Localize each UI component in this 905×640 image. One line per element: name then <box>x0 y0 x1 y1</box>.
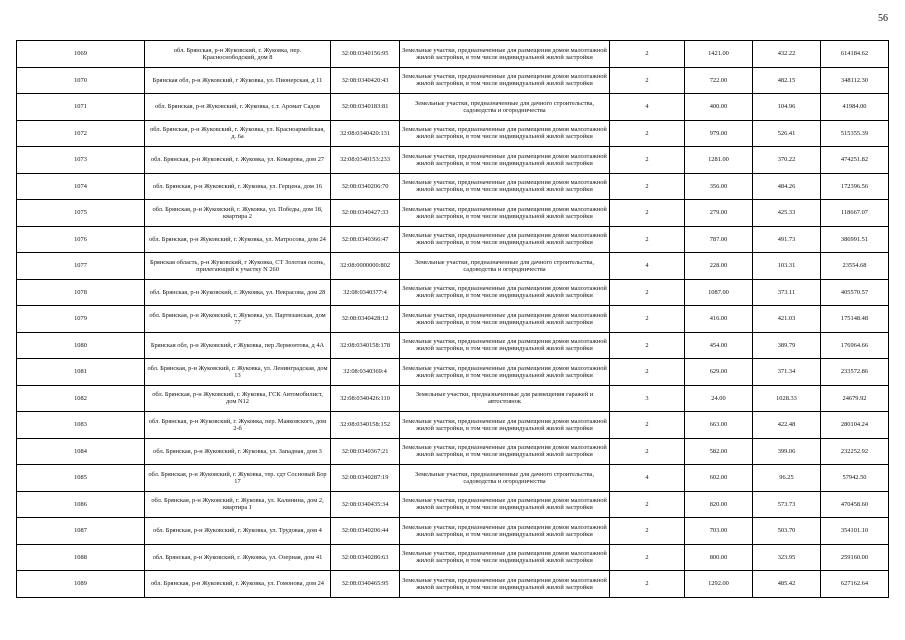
cadastral-value-cell: 176964.66 <box>821 332 889 359</box>
cadastral-value-cell: 280104.24 <box>821 412 889 439</box>
cadastral-value-cell: 354101.10 <box>821 518 889 545</box>
cadastral-number-cell: 32:08:0340153:233 <box>331 147 400 174</box>
area-cell: 629.00 <box>685 359 753 386</box>
specific-value-cell: 491.73 <box>753 226 821 253</box>
cadastral-number-cell: 32:08:0000000:802 <box>331 253 400 280</box>
table-row <box>17 226 889 253</box>
area-cell: 582.00 <box>685 438 753 465</box>
cadastral-number-cell: 32:08:0340287:19 <box>331 465 400 492</box>
cadastral-value-cell: 172396.56 <box>821 173 889 200</box>
address-cell: обл. Брянская, р-н Жуковский, г. Жуковка, ул. Калинина, дом 2, квартира 1 <box>145 491 331 518</box>
row-number-cell: 1086 <box>17 491 145 518</box>
land-use-cell: Земельные участки, предназначенные для размещения домов малоэтажной жилой застройки, в том числе индивидуальной жилой застройки <box>400 359 610 386</box>
land-use-cell: Земельные участки, предназначенные для размещения домов малоэтажной жилой застройки, в том числе индивидуальной жилой застройки <box>400 332 610 359</box>
cadastral-value-cell: 614184.62 <box>821 41 889 68</box>
address-cell: обл. Брянская, р-н Жуковский, г. Жуковка, ул. Матросова, дом 24 <box>145 226 331 253</box>
group-cell: 2 <box>610 173 685 200</box>
group-cell: 2 <box>610 518 685 545</box>
address-cell: обл. Брянская, р-н Жуковский, г. Жуковка, ул. Гомонова, дом 24 <box>145 571 331 598</box>
cadastral-value-cell: 474251.82 <box>821 147 889 174</box>
land-use-cell: Земельные участки, предназначенные для размещения домов малоэтажной жилой застройки, в том числе индивидуальной жилой застройки <box>400 412 610 439</box>
land-use-cell: Земельные участки, предназначенные для размещения домов малоэтажной жилой застройки, в том числе индивидуальной жилой застройки <box>400 571 610 598</box>
address-cell: обл. Брянская, р-н Жуковский, г. Жуковка, ГСК Автомобилист, дом N12 <box>145 385 331 412</box>
area-cell: 602.00 <box>685 465 753 492</box>
specific-value-cell: 389.79 <box>753 332 821 359</box>
page-number: 56 <box>878 13 888 24</box>
cadastral-number-cell: 32:08:0340286:63 <box>331 544 400 571</box>
cadastral-number-cell: 32:08:0340158:152 <box>331 412 400 439</box>
land-use-cell: Земельные участки, предназначенные для размещения домов малоэтажной жилой застройки, в том числе индивидуальной жилой застройки <box>400 200 610 227</box>
area-cell: 703.00 <box>685 518 753 545</box>
cadastral-number-cell: 32:08:0340420:43 <box>331 67 400 94</box>
table-body <box>17 41 889 598</box>
area-cell: 400.00 <box>685 94 753 121</box>
address-cell: обл. Брянская, р-н Жуковский, г. Жуковка, ул. Красноармейская, д. 6а <box>145 120 331 147</box>
cadastral-number-cell: 32:08:0340183:81 <box>331 94 400 121</box>
cadastral-value-cell: 175148.48 <box>821 306 889 333</box>
specific-value-cell: 422.48 <box>753 412 821 439</box>
cadastral-value-cell: 41984.00 <box>821 94 889 121</box>
specific-value-cell: 323.95 <box>753 544 821 571</box>
table-row <box>17 465 889 492</box>
area-cell: 1292.00 <box>685 571 753 598</box>
cadastral-value-cell: 386991.51 <box>821 226 889 253</box>
cadastral-number-cell: 32:08:0340428:12 <box>331 306 400 333</box>
cadastral-number-cell: 32:08:0340369:4 <box>331 359 400 386</box>
table-row <box>17 438 889 465</box>
row-number-cell: 1079 <box>17 306 145 333</box>
cadastral-value-cell: 627162.64 <box>821 571 889 598</box>
row-number-cell: 1082 <box>17 385 145 412</box>
table-row <box>17 200 889 227</box>
specific-value-cell: 373.11 <box>753 279 821 306</box>
area-cell: 979.00 <box>685 120 753 147</box>
group-cell: 2 <box>610 67 685 94</box>
row-number-cell: 1077 <box>17 253 145 280</box>
area-cell: 663.00 <box>685 412 753 439</box>
address-cell: обл. Брянская, р-н Жуковский, г. Жуковка, с.т. Аромат Садов <box>145 94 331 121</box>
area-cell: 356.00 <box>685 173 753 200</box>
group-cell: 2 <box>610 438 685 465</box>
group-cell: 2 <box>610 147 685 174</box>
row-number-cell: 1085 <box>17 465 145 492</box>
specific-value-cell: 485.42 <box>753 571 821 598</box>
address-cell: обл. Брянская, р-н Жуковский, г. Жуковка, ул. Партизанская, дом 77 <box>145 306 331 333</box>
address-cell: обл. Брянская, р-н Жуковский, г. Жуковка, ул. Герцена, дом 16 <box>145 173 331 200</box>
land-use-cell: Земельные участки, предназначенные для размещения домов малоэтажной жилой застройки, в том числе индивидуальной жилой застройки <box>400 226 610 253</box>
specific-value-cell: 96.25 <box>753 465 821 492</box>
row-number-cell: 1073 <box>17 147 145 174</box>
address-cell: обл. Брянская, р-н Жуковский, г. Жуковка, ул. Озерная, дом 41 <box>145 544 331 571</box>
land-use-cell: Земельные участки, предназначенные для дачного строительства, садоводства и огородничества <box>400 253 610 280</box>
cadastral-value-cell: 57942.50 <box>821 465 889 492</box>
address-cell: обл. Брянская, р-н Жуковский, г. Жуковка, ул. Победы, дом 18, квартира 2 <box>145 200 331 227</box>
specific-value-cell: 104.96 <box>753 94 821 121</box>
specific-value-cell: 370.22 <box>753 147 821 174</box>
row-number-cell: 1071 <box>17 94 145 121</box>
row-number-cell: 1083 <box>17 412 145 439</box>
row-number-cell: 1074 <box>17 173 145 200</box>
row-number-cell: 1070 <box>17 67 145 94</box>
address-cell: обл. Брянская, р-н Жуковский, г. Жуковка, ул. Западная, дом 3 <box>145 438 331 465</box>
land-use-cell: Земельные участки, предназначенные для размещения домов малоэтажной жилой застройки, в том числе индивидуальной жилой застройки <box>400 306 610 333</box>
address-cell: обл. Брянская, р-н Жуковский, г. Жуковка, ул. Ленинградская, дом 13 <box>145 359 331 386</box>
land-use-cell: Земельные участки, предназначенные для размещения домов малоэтажной жилой застройки, в том числе индивидуальной жилой застройки <box>400 544 610 571</box>
area-cell: 722.00 <box>685 67 753 94</box>
area-cell: 1281.00 <box>685 147 753 174</box>
cadastral-number-cell: 32:08:0340366:47 <box>331 226 400 253</box>
land-use-cell: Земельные участки, предназначенные для дачного строительства, садоводства и огородничества <box>400 465 610 492</box>
address-cell: обл. Брянская, р-н Жуковский, г. Жуковка, ул. Трудовая, дом 4 <box>145 518 331 545</box>
cadastral-value-cell: 232252.92 <box>821 438 889 465</box>
group-cell: 2 <box>610 200 685 227</box>
area-cell: 24.00 <box>685 385 753 412</box>
table-row <box>17 491 889 518</box>
cadastral-value-cell: 23554.68 <box>821 253 889 280</box>
row-number-cell: 1087 <box>17 518 145 545</box>
table-row <box>17 41 889 68</box>
specific-value-cell: 103.31 <box>753 253 821 280</box>
cadastral-number-cell: 32:08:0340426:110 <box>331 385 400 412</box>
group-cell: 2 <box>610 544 685 571</box>
address-cell: обл. Брянская, р-н Жуковский, г. Жуковка, пер. Маяковского, дом 2-б <box>145 412 331 439</box>
cadastral-number-cell: 32:08:0340435:34 <box>331 491 400 518</box>
table-row <box>17 253 889 280</box>
address-cell: Брянская область, р-н Жуковский, г Жуковка, СТ Золотая осень, прилегающий к участку N 260 <box>145 253 331 280</box>
table-row <box>17 306 889 333</box>
group-cell: 2 <box>610 359 685 386</box>
specific-value-cell: 526.41 <box>753 120 821 147</box>
cadastral-value-table <box>16 40 889 598</box>
land-use-cell: Земельные участки, предназначенные для дачного строительства, садоводства и огородничества <box>400 94 610 121</box>
area-cell: 800.00 <box>685 544 753 571</box>
row-number-cell: 1075 <box>17 200 145 227</box>
cadastral-value-cell: 118667.07 <box>821 200 889 227</box>
row-number-cell: 1081 <box>17 359 145 386</box>
table-row <box>17 120 889 147</box>
land-use-cell: Земельные участки, предназначенные для размещения домов малоэтажной жилой застройки, в том числе индивидуальной жилой застройки <box>400 67 610 94</box>
specific-value-cell: 421.03 <box>753 306 821 333</box>
area-cell: 820.00 <box>685 491 753 518</box>
area-cell: 454.00 <box>685 332 753 359</box>
row-number-cell: 1080 <box>17 332 145 359</box>
land-use-cell: Земельные участки, предназначенные для размещения домов малоэтажной жилой застройки, в том числе индивидуальной жилой застройки <box>400 438 610 465</box>
row-number-cell: 1078 <box>17 279 145 306</box>
row-number-cell: 1088 <box>17 544 145 571</box>
group-cell: 4 <box>610 253 685 280</box>
address-cell: обл. Брянская, р-н Жуковский, г. Жуковка, ул. Комарова, дом 27 <box>145 147 331 174</box>
table-row <box>17 544 889 571</box>
row-number-cell: 1089 <box>17 571 145 598</box>
cadastral-number-cell: 32:08:0340465:95 <box>331 571 400 598</box>
address-cell: обл. Брянская, р-н Жуковский, г. Жуковка, тер. сдт Сосновый Бор 17 <box>145 465 331 492</box>
group-cell: 3 <box>610 385 685 412</box>
cadastral-value-cell: 470458.60 <box>821 491 889 518</box>
cadastral-value-cell: 259160.00 <box>821 544 889 571</box>
cadastral-number-cell: 32:08:0340156:95 <box>331 41 400 68</box>
address-cell: Брянская обл, р-н Жуковский, г Жуковка, пер Лермонтова, д 4А <box>145 332 331 359</box>
group-cell: 2 <box>610 226 685 253</box>
group-cell: 2 <box>610 120 685 147</box>
address-cell: Брянская обл, р-н Жуковский, г Жуковка, ул. Пионерская, д 11 <box>145 67 331 94</box>
land-use-cell: Земельные участки, предназначенные для размещения гаражей и автостоянок <box>400 385 610 412</box>
table-row <box>17 412 889 439</box>
specific-value-cell: 482.15 <box>753 67 821 94</box>
specific-value-cell: 484.26 <box>753 173 821 200</box>
group-cell: 2 <box>610 41 685 68</box>
table-row <box>17 332 889 359</box>
specific-value-cell: 503.70 <box>753 518 821 545</box>
group-cell: 2 <box>610 571 685 598</box>
row-number-cell: 1072 <box>17 120 145 147</box>
cadastral-value-cell: 233572.86 <box>821 359 889 386</box>
group-cell: 2 <box>610 332 685 359</box>
row-number-cell: 1076 <box>17 226 145 253</box>
group-cell: 2 <box>610 306 685 333</box>
table-row <box>17 518 889 545</box>
land-use-cell: Земельные участки, предназначенные для размещения домов малоэтажной жилой застройки, в том числе индивидуальной жилой застройки <box>400 41 610 68</box>
area-cell: 416.00 <box>685 306 753 333</box>
row-number-cell: 1069 <box>17 41 145 68</box>
group-cell: 4 <box>610 465 685 492</box>
land-use-cell: Земельные участки, предназначенные для размещения домов малоэтажной жилой застройки, в том числе индивидуальной жилой застройки <box>400 173 610 200</box>
specific-value-cell: 573.73 <box>753 491 821 518</box>
group-cell: 4 <box>610 94 685 121</box>
cadastral-number-cell: 32:08:0340427:33 <box>331 200 400 227</box>
cadastral-number-cell: 32:08:0340158:178 <box>331 332 400 359</box>
table-row <box>17 279 889 306</box>
area-cell: 1421.00 <box>685 41 753 68</box>
specific-value-cell: 425.33 <box>753 200 821 227</box>
group-cell: 2 <box>610 279 685 306</box>
cadastral-value-cell: 515355.39 <box>821 120 889 147</box>
cadastral-value-cell: 405570.57 <box>821 279 889 306</box>
area-cell: 1087.00 <box>685 279 753 306</box>
area-cell: 279.00 <box>685 200 753 227</box>
cadastral-number-cell: 32:08:0340420:131 <box>331 120 400 147</box>
address-cell: обл. Брянская, р-н Жуковский, г. Жуковка, пер. Красноснободский, дом 8 <box>145 41 331 68</box>
cadastral-value-cell: 348112.30 <box>821 67 889 94</box>
area-cell: 228.00 <box>685 253 753 280</box>
table-row <box>17 385 889 412</box>
specific-value-cell: 432.22 <box>753 41 821 68</box>
table-row <box>17 67 889 94</box>
land-use-cell: Земельные участки, предназначенные для размещения домов малоэтажной жилой застройки, в том числе индивидуальной жилой застройки <box>400 279 610 306</box>
land-use-cell: Земельные участки, предназначенные для размещения домов малоэтажной жилой застройки, в том числе индивидуальной жилой застройки <box>400 147 610 174</box>
table-row <box>17 94 889 121</box>
cadastral-number-cell: 32:08:0340377:4 <box>331 279 400 306</box>
table-row <box>17 571 889 598</box>
cadastral-number-cell: 32:08:0340206:44 <box>331 518 400 545</box>
table-row <box>17 147 889 174</box>
group-cell: 2 <box>610 412 685 439</box>
cadastral-number-cell: 32:08:0340206:70 <box>331 173 400 200</box>
area-cell: 787.00 <box>685 226 753 253</box>
land-use-cell: Земельные участки, предназначенные для размещения домов малоэтажной жилой застройки, в том числе индивидуальной жилой застройки <box>400 491 610 518</box>
land-use-cell: Земельные участки, предназначенные для размещения домов малоэтажной жилой застройки, в том числе индивидуальной жилой застройки <box>400 120 610 147</box>
table-row <box>17 359 889 386</box>
cadastral-number-cell: 32:08:0340367:21 <box>331 438 400 465</box>
cadastral-value-cell: 24679.92 <box>821 385 889 412</box>
address-cell: обл. Брянская, р-н Жуковский, г. Жуковка, ул. Некрасова, дом 28 <box>145 279 331 306</box>
group-cell: 2 <box>610 491 685 518</box>
specific-value-cell: 371.34 <box>753 359 821 386</box>
land-use-cell: Земельные участки, предназначенные для размещения домов малоэтажной жилой застройки, в том числе индивидуальной жилой застройки <box>400 518 610 545</box>
specific-value-cell: 1028.33 <box>753 385 821 412</box>
row-number-cell: 1084 <box>17 438 145 465</box>
table-row <box>17 173 889 200</box>
specific-value-cell: 399.06 <box>753 438 821 465</box>
